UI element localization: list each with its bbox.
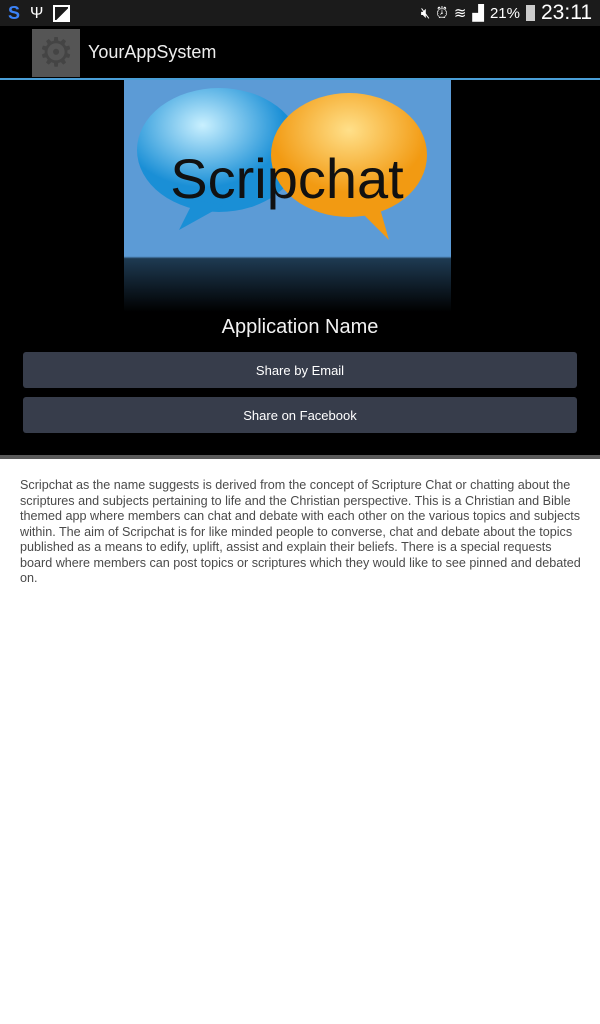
alarm-icon: ⏰︎ [436,4,448,22]
application-name: Application Name [221,316,379,338]
battery-text: 21% [489,4,520,22]
share-email-button[interactable]: Share by Email [23,352,577,388]
sync-icon: S [8,3,21,23]
mute-icon: 🔇︎ [420,4,431,22]
signal-icon: ▟ [472,5,484,22]
chat-bubbles-icon [124,80,451,312]
share-facebook-button[interactable]: Share on Facebook [23,397,577,433]
usb-icon: Ψ [30,4,44,22]
header-section [0,80,600,455]
app-logo [124,80,451,312]
app-title: YourAppSystem [88,42,217,62]
section-divider [0,455,600,459]
status-bar [0,0,600,26]
battery-charging-icon [526,5,535,21]
app-description: Scripchat as the name suggests is derived from the concept of Scripture Chat or chatting about the scriptures and subjects pertaining to life and the Christian perspective. This is a Christian and Bible themed app where members can chat and debate with each other on the various topics and subjects within. The aim of Scripchat is for like minded people to converse, chat and debate about the topics published as a means to edify, uplift, assist and explain their beliefs. There is a special requests board where members can post topics or scriptures which they would like to see pinned and debated on. [20,478,581,585]
action-bar [0,26,600,78]
gear-icon[interactable]: ⚙ [32,29,80,77]
svg-text:Scripchat: Scripchat [170,147,404,210]
gallery-icon [53,5,70,22]
wifi-icon: ≋ [453,5,467,22]
clock: 23:11 [541,1,592,24]
